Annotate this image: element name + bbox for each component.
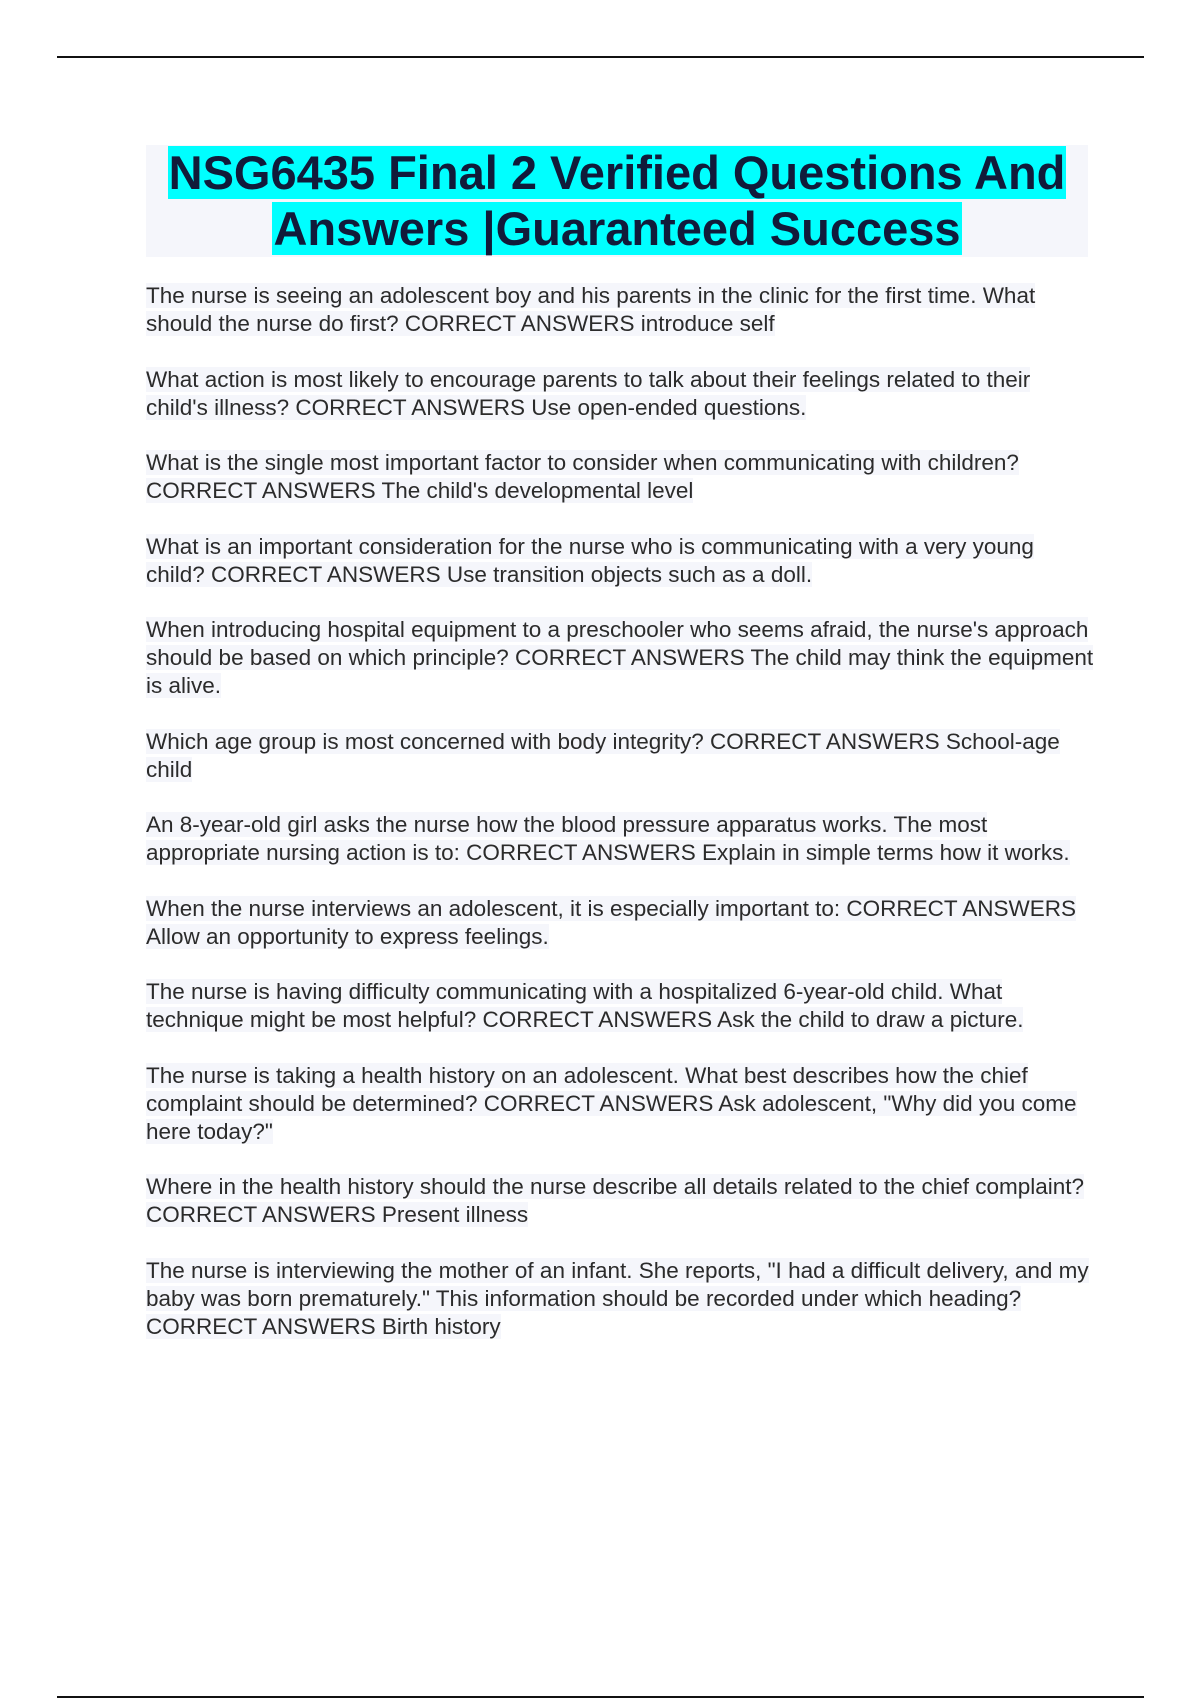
qa-text: What action is most likely to encourage parents to talk about their feelings related to their child's illness? CORRECT ANSWERS Use open-ended questions. (146, 366, 1031, 420)
qa-text: The nurse is taking a health history on an adolescent. What best describes how the chief complaint should be determined? CORRECT ANSWERS Ask adolescent, "Why did you come here today?" (146, 1062, 1077, 1144)
qa-text: When the nurse interviews an adolescent, it is especially important to: CORRECT ANSWERS Allow an opportunity to express feelings. (146, 895, 1076, 949)
qa-list (146, 282, 1096, 1368)
qa-item-2 (146, 366, 1096, 422)
title-line-2: Answers |Guaranteed Success (273, 202, 961, 255)
qa-item-11 (146, 1173, 1096, 1229)
qa-text: An 8-year-old girl asks the nurse how the blood pressure apparatus works. The most appropriate nursing action is to: CORRECT ANSWERS Explain in simple terms how it works. (146, 812, 1070, 865)
qa-item-1 (146, 282, 1096, 338)
title-block (146, 145, 1088, 257)
qa-text: The nurse is having difficulty communicating with a hospitalized 6-year-old child. What technique might be most helpful? CORRECT ANSWERS Ask the child to draw a picture. (146, 979, 1024, 1032)
qa-item-12 (146, 1257, 1096, 1341)
qa-text: Where in the health history should the nurse describe all details related to the chief complaint? CORRECT ANSWERS Present illness (146, 1174, 1085, 1227)
top-rule (57, 56, 1144, 58)
qa-text: When introducing hospital equipment to a preschooler who seems afraid, the nurse's approach should be based on which principle? CORRECT ANSWERS The child may think the equipment is alive. (146, 617, 1094, 698)
qa-item-7 (146, 811, 1096, 867)
qa-item-9 (146, 978, 1096, 1034)
qa-item-6 (146, 728, 1096, 784)
title-line-1: NSG6435 Final 2 Verified Questions And (168, 146, 1066, 199)
qa-item-3 (146, 449, 1096, 505)
document-title (146, 145, 1088, 257)
qa-item-10 (146, 1062, 1096, 1146)
qa-item-5 (146, 616, 1096, 700)
qa-text: The nurse is seeing an adolescent boy and his parents in the clinic for the first time. What should the nurse do first? CORRECT ANSWERS introduce self (146, 283, 1036, 336)
qa-text: What is the single most important factor to consider when communicating with children? CORRECT ANSWERS The child's developmental level (146, 450, 1019, 503)
qa-text: The nurse is interviewing the mother of an infant. She reports, "I had a difficult delivery, and my baby was born prematurely." This information should be recorded under which heading? CORRECT ANSWERS Birth history (146, 1257, 1089, 1339)
qa-item-4 (146, 533, 1096, 589)
bottom-rule (57, 1696, 1144, 1698)
qa-text: What is an important consideration for the nurse who is communicating with a very young child? CORRECT ANSWERS Use transition objects such as a doll. (146, 533, 1034, 587)
qa-text: Which age group is most concerned with body integrity? CORRECT ANSWERS School-age child (146, 728, 1060, 782)
qa-item-8 (146, 895, 1096, 951)
